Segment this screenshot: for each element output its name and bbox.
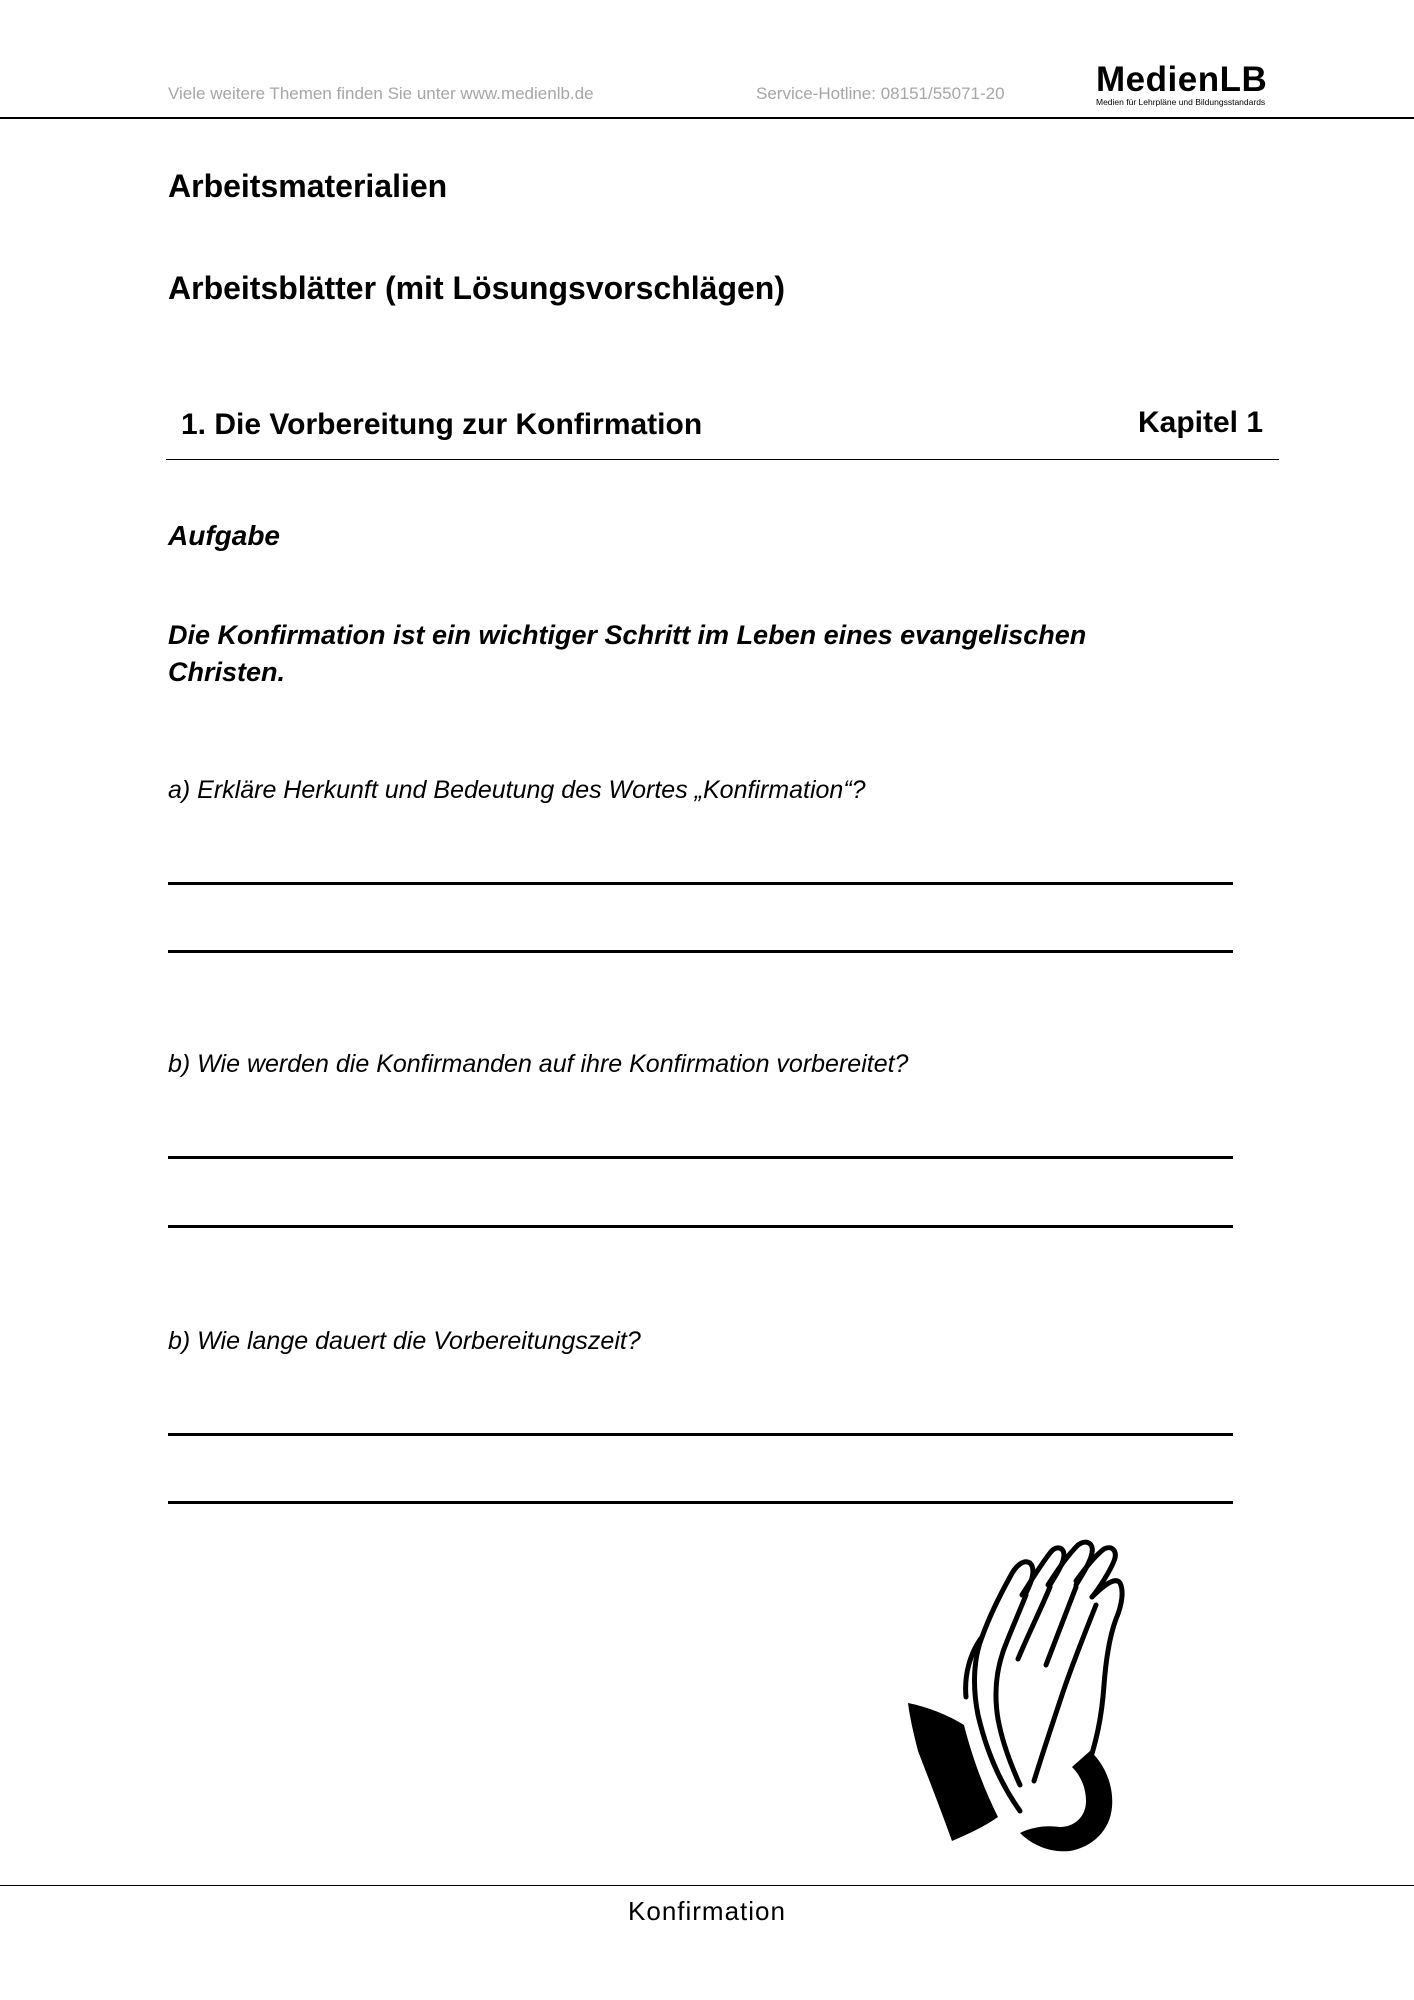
answer-line[interactable] — [168, 1433, 1233, 1436]
chapter-title: 1. Die Vorbereitung zur Konfirmation — [181, 408, 703, 441]
footer-title: Konfirmation — [628, 1896, 786, 1926]
chapter-label: Kapitel 1 — [1138, 406, 1264, 439]
question-b: b) Wie werden die Konfirmanden auf ihre Konfirmation vorbereitet? — [168, 1050, 909, 1078]
answer-line[interactable] — [168, 1501, 1233, 1504]
praying-hands-icon — [900, 1535, 1130, 1860]
logo-tagline: Medien für Lehrpläne und Bildungsstandards — [1096, 97, 1266, 107]
medienlb-logo — [1096, 62, 1296, 107]
page-subtitle: Arbeitsblätter (mit Lösungsvorschlägen) — [168, 270, 785, 306]
task-intro: Die Konfirmation ist ein wichtiger Schritt im Leben eines evangelischen Christen. — [168, 620, 1087, 687]
question-a: a) Erkläre Herkunft und Bedeutung des Wortes „Konfirmation“? — [168, 776, 866, 804]
answer-line[interactable] — [168, 950, 1233, 953]
header-hotline: Service-Hotline: 08151/55071-20 — [756, 84, 1005, 103]
answer-line[interactable] — [168, 1225, 1233, 1228]
chapter-divider — [166, 459, 1279, 460]
task-heading: Aufgabe — [168, 520, 280, 551]
footer-divider — [0, 1885, 1414, 1886]
answer-line[interactable] — [168, 1156, 1233, 1159]
page-title: Arbeitsmaterialien — [168, 168, 448, 204]
header-website-note: Viele weitere Themen finden Sie unter www.medienlb.de — [168, 84, 594, 103]
question-c: b) Wie lange dauert die Vorbereitungszeit? — [168, 1327, 641, 1355]
answer-line[interactable] — [168, 882, 1233, 885]
logo-wordmark: MedienLB — [1096, 60, 1268, 99]
header-divider — [0, 117, 1414, 119]
